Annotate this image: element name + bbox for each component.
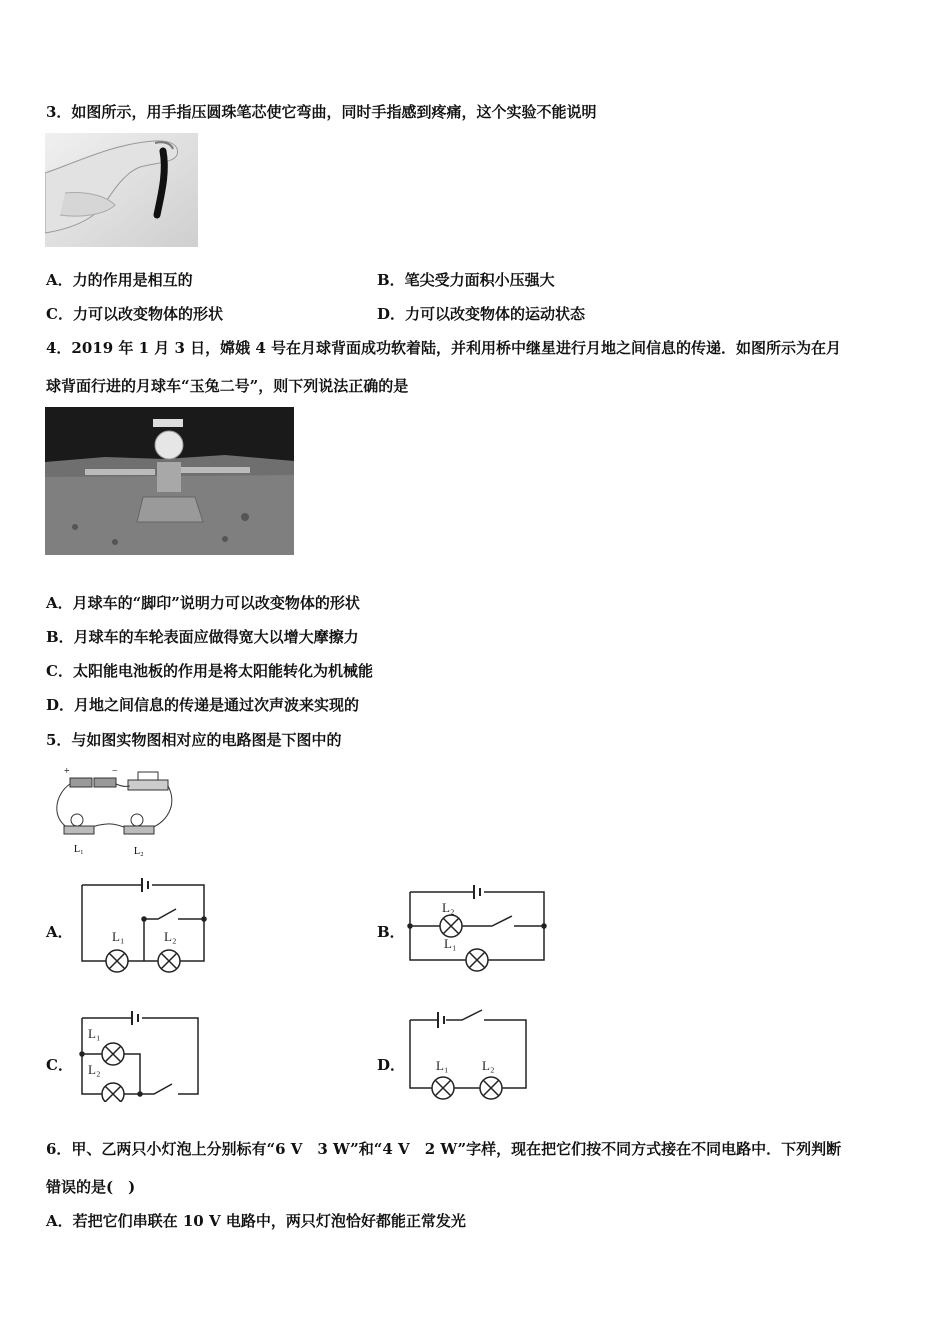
q5-option-d-letter: D． [377, 1056, 406, 1074]
circuit-diagram-a [78, 873, 208, 975]
real-l2-label: L₂ [134, 846, 144, 857]
a-l1-label: L₁ [112, 929, 125, 944]
q3-option-b: B．笔尖受力面积小压强大 [377, 271, 555, 289]
c-l2-label: L₂ [88, 1062, 101, 1077]
q3-option-a: A．力的作用是相互的 [46, 271, 193, 289]
q4-stem-line1: 4．2019 年 1 月 3 日，嫦娥 4 号在月球背面成功软着陆，并利用桥中继星进行月地之间信息的传递．如图所示为在月 [46, 339, 842, 357]
q4-option-c: C．太阳能电池板的作用是将太阳能转化为机械能 [46, 662, 373, 680]
q3-stem: 3．如图所示，用手指压圆珠笔芯使它弯曲，同时手指感到疼痛，这个实验不能说明 [46, 103, 597, 121]
a-l2-label: L₂ [164, 929, 177, 944]
circuit-diagram-d [406, 1006, 531, 1102]
d-l1-label: L₁ [436, 1058, 449, 1073]
real-l1-label: L₁ [74, 844, 84, 855]
q5-option-b-letter: B． [377, 923, 405, 941]
q6-stem-line1: 6．甲、乙两只小灯泡上分别标有“6 V 3 W”和“4 V 2 W”字样，现在把它们按不同方式接在不同电路中．下列判断 [46, 1140, 842, 1158]
battery-minus-label: − [112, 766, 118, 777]
d-l2-label: L₂ [482, 1058, 495, 1073]
q4-option-d: D．月地之间信息的传递是通过次声波来实现的 [46, 696, 360, 714]
circuit-diagram-b [404, 880, 549, 975]
battery-plus-label: + [64, 766, 70, 777]
c-l1-label: L₁ [88, 1026, 101, 1041]
q3-option-c: C．力可以改变物体的形状 [46, 305, 223, 323]
q4-option-b: B．月球车的车轮表面应做得宽大以增大摩擦力 [46, 628, 359, 646]
b-l2-label: L₂ [442, 900, 455, 915]
circuit-diagram-c [78, 1006, 203, 1102]
q4-option-a: A．月球车的“脚印”说明力可以改变物体的形状 [46, 594, 360, 612]
q6-option-a: A．若把它们串联在 10 V 电路中，两只灯泡恰好都能正常发光 [46, 1212, 466, 1230]
b-l1-label: L₁ [444, 936, 457, 951]
q5-stem: 5．与如图实物图相对应的电路图是下图中的 [46, 731, 342, 749]
q3-option-d: D．力可以改变物体的运动状态 [377, 305, 586, 323]
q5-option-a-letter: A． [46, 923, 73, 941]
finger-pen-photo [45, 133, 198, 247]
lunar-rover-photo [45, 407, 294, 555]
q4-stem-line2: 球背面行进的月球车“玉兔二号”，则下列说法正确的是 [46, 377, 409, 395]
q5-option-c-letter: C． [46, 1056, 73, 1074]
real-circuit-figure [50, 764, 175, 858]
q6-stem-line2: 错误的是( ) [46, 1178, 136, 1196]
